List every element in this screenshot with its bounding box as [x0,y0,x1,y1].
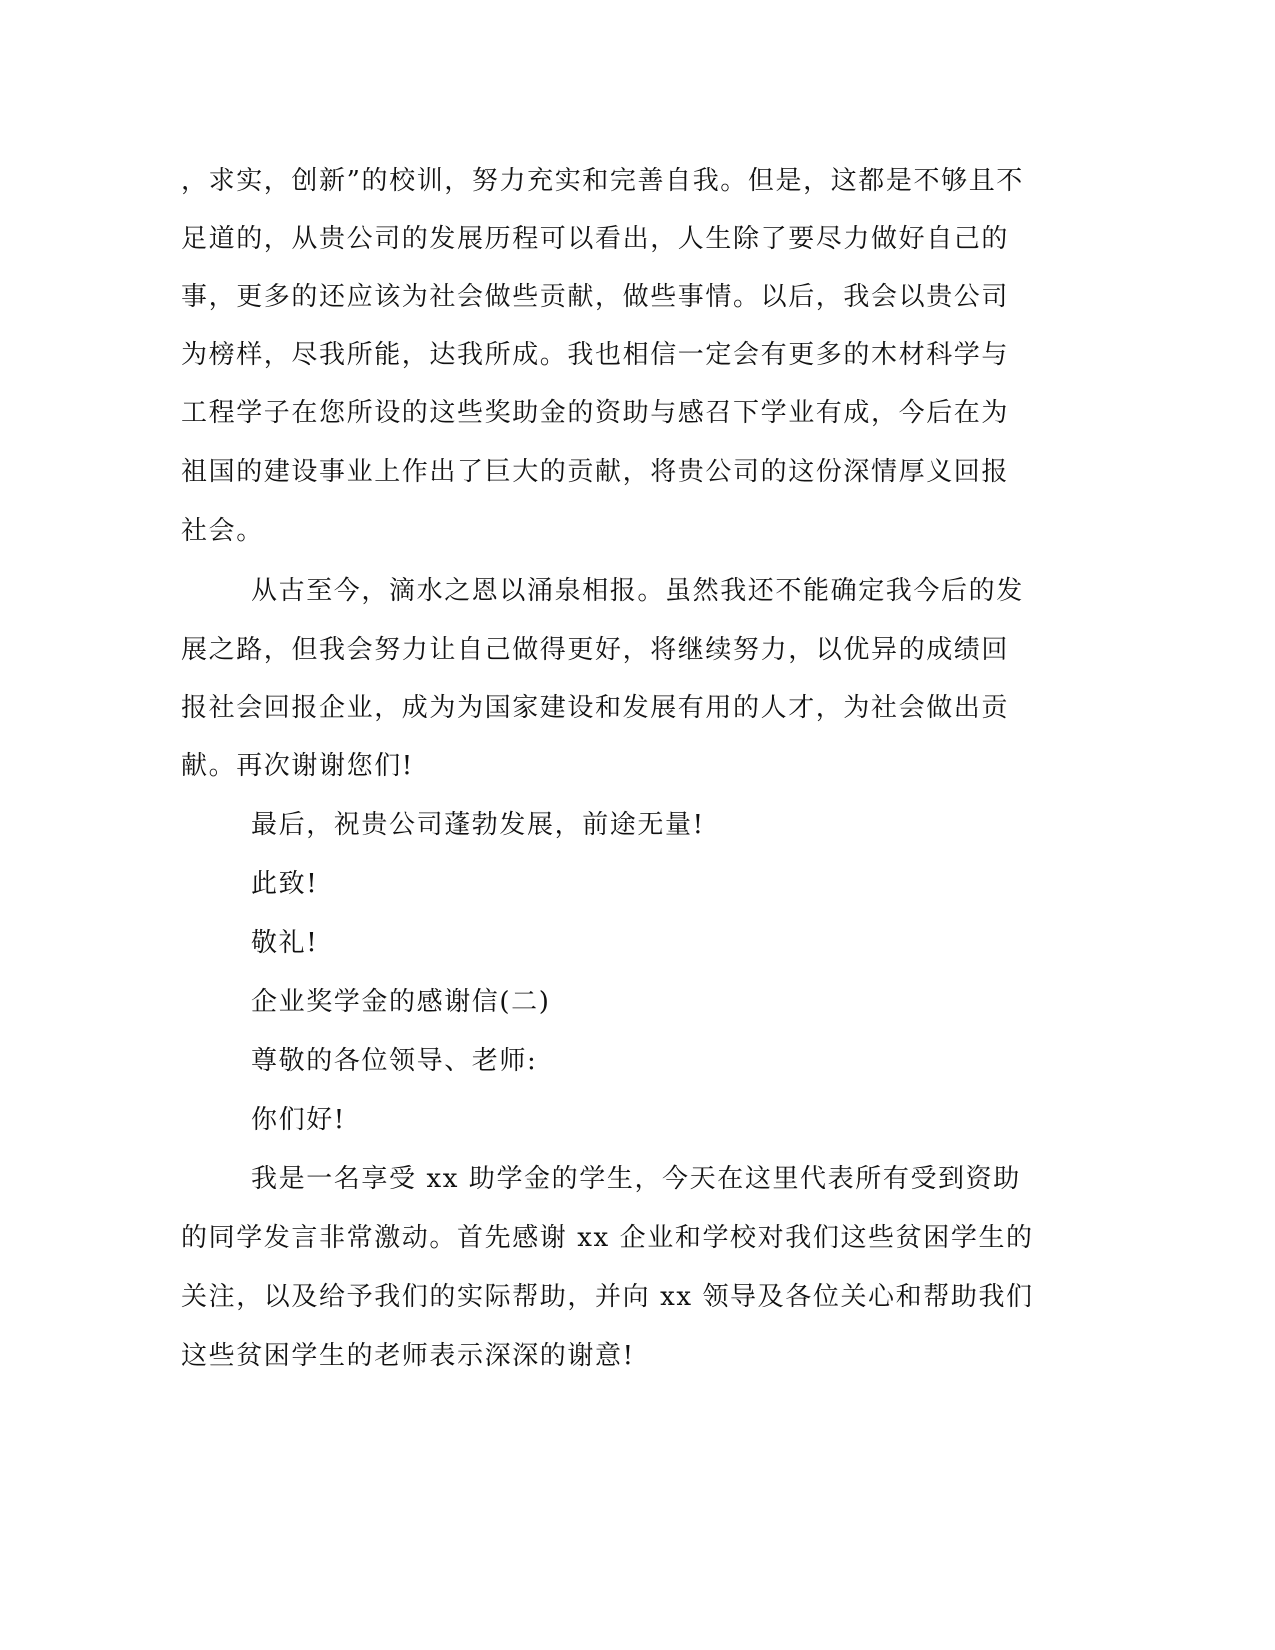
letter-title: 企业奖学金的感谢信(二) [251,987,551,1017]
letter-greeting: 尊敬的各位领导、老师: [251,1046,538,1076]
paragraph-line: 为榜样，尽我所能，达我所成。我也相信一定会有更多的木材科学与 [181,340,1010,370]
paragraph-line: 从古至今，滴水之恩以涌泉相报。虽然我还不能确定我今后的发 [251,576,1024,606]
paragraph-line: 社会。 [181,516,264,546]
paragraph-line: 工程学子在您所设的这些奖助金的资助与感召下学业有成，今后在为 [181,398,1010,428]
paragraph-line: 事，更多的还应该为社会做些贡献，做些事情。以后，我会以贵公司 [181,282,1010,312]
closing-wish: 最后，祝贵公司蓬勃发展，前途无量! [251,810,705,840]
paragraph-line: 我是一名享受 xx 助学金的学生，今天在这里代表所有受到资助 [251,1164,1021,1194]
paragraph-line: ，求实，创新”的校训，努力充实和完善自我。但是，这都是不够且不 [181,166,1024,196]
paragraph-line: 关注，以及给予我们的实际帮助，并向 xx 领导及各位关心和帮助我们 [181,1282,1034,1312]
paragraph-line: 足道的，从贵公司的发展历程可以看出，人生除了要尽力做好自己的 [181,224,1010,254]
paragraph-line: 这些贫困学生的老师表示深深的谢意! [181,1341,635,1371]
paragraph-line: 祖国的建设事业上作出了巨大的贡献，将贵公司的这份深情厚义回报 [181,457,1010,487]
letter-hello: 你们好! [251,1105,346,1135]
closing-salutation: 此致! [251,869,319,899]
paragraph-line: 献。再次谢谢您们! [181,751,414,781]
paragraph-line: 报社会回报企业，成为为国家建设和发展有用的人才，为社会做出贡 [181,693,1010,723]
closing-respect: 敬礼! [251,928,319,958]
paragraph-line: 的同学发言非常激动。首先感谢 xx 企业和学校对我们这些贫困学生的 [181,1223,1034,1253]
paragraph-line: 展之路，但我会努力让自己做得更好，将继续努力，以优异的成绩回 [181,635,1010,665]
